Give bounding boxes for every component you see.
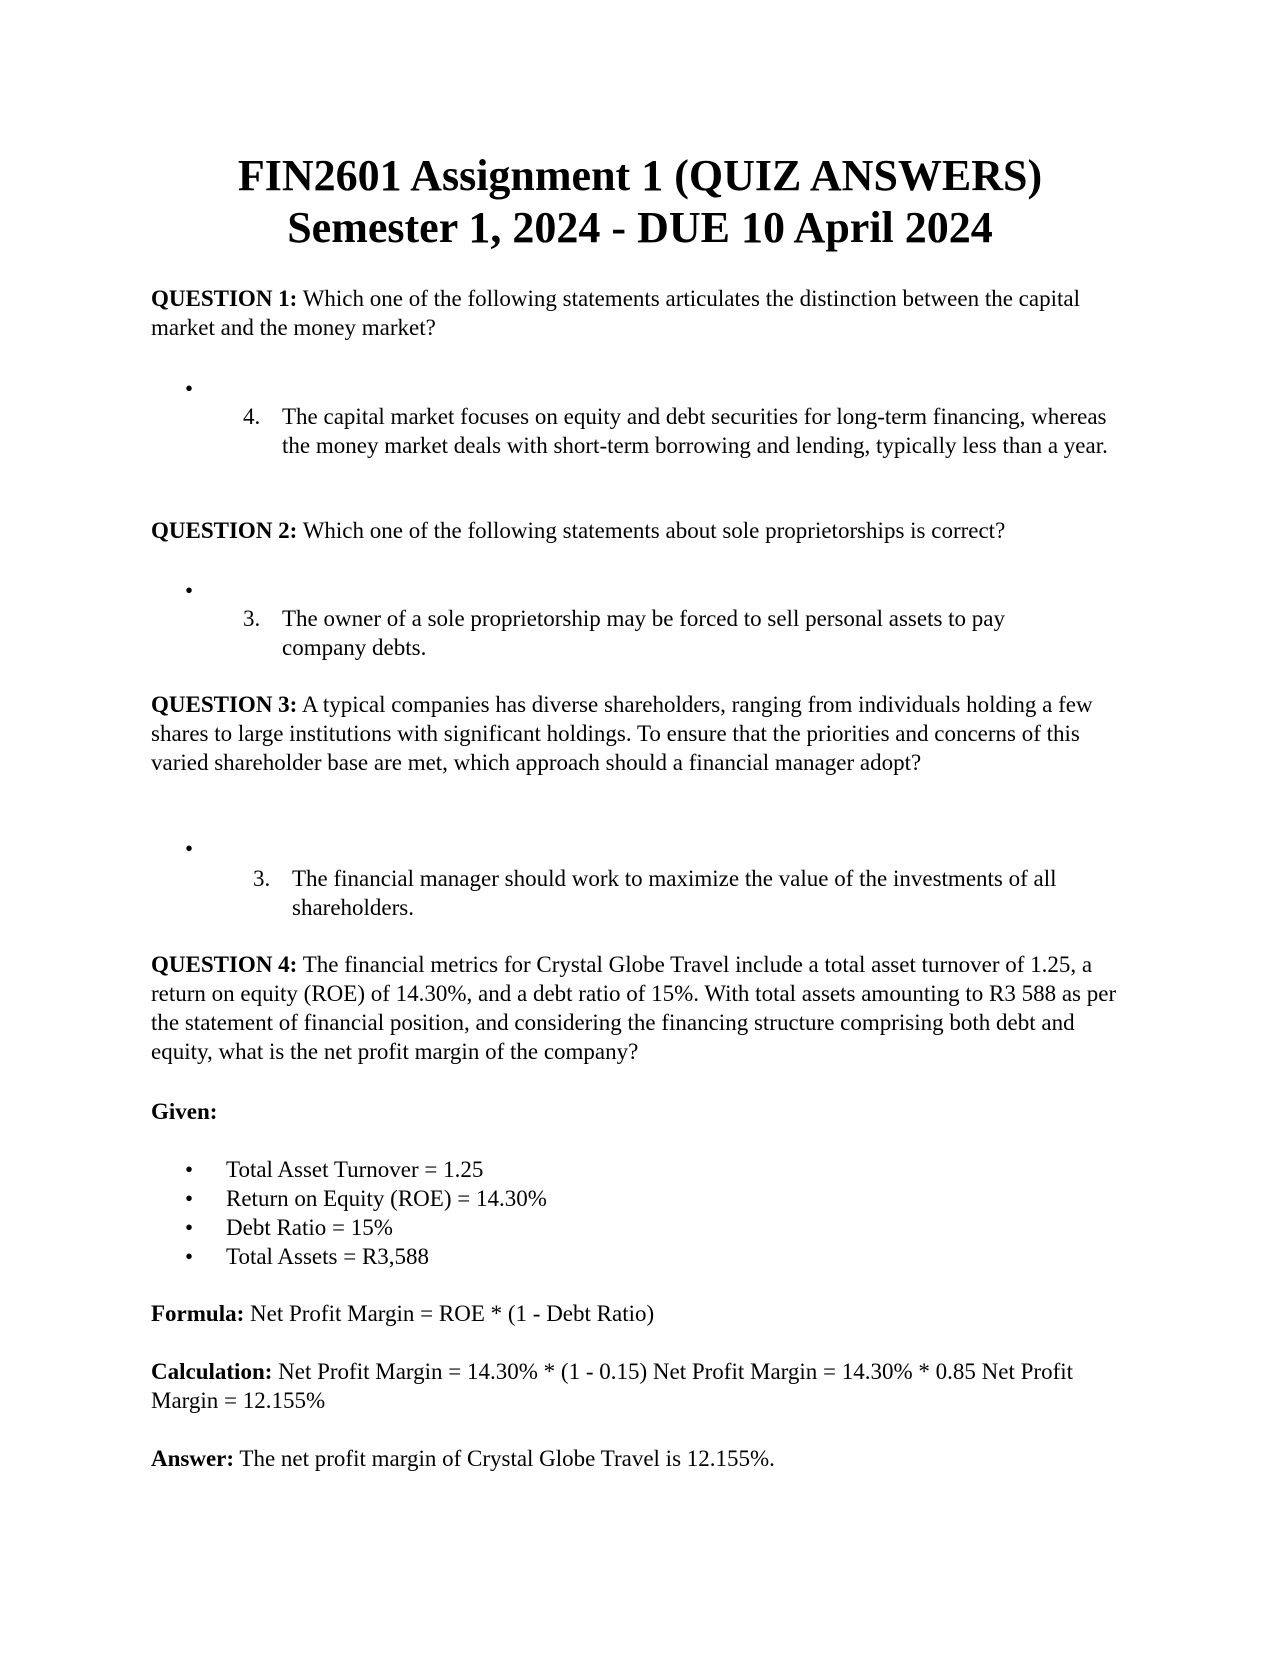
question-3 <box>151 690 1131 777</box>
question-4-text: The financial metrics for Crystal Globe Travel include a total asset turnover of 1.25, a return on equity (ROE) of 14.30%, and a debt ratio of 15%. With total assets amounting to R3 588 as per the statement of financial position, and considering the financing structure comprising both debt and equity, what is the net profit margin of the company? <box>151 952 1117 1064</box>
list-bullet: • <box>185 1157 194 1182</box>
answer-text: The net profit margin of Crystal Globe Travel is 12.155%. <box>239 1446 775 1471</box>
question-1-label: QUESTION 1: <box>151 286 298 311</box>
question-1-answer-number: 4. <box>243 404 261 429</box>
question-3-answer-text: The financial manager should work to maximize the value of the investments of all shareholders. <box>292 866 1057 920</box>
formula-text: Net Profit Margin = ROE * (1 - Debt Ratio) <box>250 1301 655 1326</box>
question-2-answer-number: 3. <box>243 606 261 631</box>
given-label: Given: <box>151 1099 218 1124</box>
question-1-answer-text: The capital market focuses on equity and debt securities for long-term financing, whereas the money market deals with short-term borrowing and lending, typically less than a year. <box>282 404 1108 458</box>
formula <box>151 1299 1131 1328</box>
given-heading <box>151 1097 1131 1126</box>
question-3-answer-number: 3. <box>253 866 271 891</box>
question-2-answer-text: The owner of a sole proprietorship may be forced to sell personal assets to pay company debts. <box>282 606 1006 660</box>
list-bullet: • <box>185 1186 194 1211</box>
question-2-text: Which one of the following statements about sole proprietorships is correct? <box>302 518 1006 543</box>
list-item-text: Return on Equity (ROE) = 14.30% <box>226 1186 547 1211</box>
question-2 <box>151 516 1131 545</box>
answer-label: Answer: <box>151 1446 235 1471</box>
question-4-label: QUESTION 4: <box>151 952 298 977</box>
calculation <box>151 1357 1131 1415</box>
question-3-bullet: • <box>185 836 194 861</box>
list-bullet: • <box>185 1244 194 1269</box>
calculation-text: Net Profit Margin = 14.30% * (1 - 0.15) Net Profit Margin = 14.30% * 0.85 Net Profit Margin = 12.155% <box>151 1359 1074 1413</box>
list-item-text: Debt Ratio = 15% <box>226 1215 393 1240</box>
title-line-1: FIN2601 Assignment 1 (QUIZ ANSWERS) <box>237 151 1043 200</box>
question-1-text: Which one of the following statements articulates the distinction between the capital market and the money market? <box>151 286 1080 340</box>
question-1-bullet: • <box>185 376 194 401</box>
question-1 <box>151 284 1131 342</box>
question-3-text: A typical companies has diverse shareholders, ranging from individuals holding a few shares to large institutions with significant holdings. To ensure that the priorities and concerns of this varied shareholder base are met, which approach should a financial manager adopt? <box>151 692 1093 775</box>
answer <box>151 1444 1131 1473</box>
list-item-text: Total Assets = R3,588 <box>226 1244 430 1269</box>
question-2-label: QUESTION 2: <box>151 518 298 543</box>
document-title <box>0 150 1280 254</box>
list-bullet: • <box>185 1215 194 1240</box>
question-3-label: QUESTION 3: <box>151 692 298 717</box>
calculation-label: Calculation: <box>151 1359 273 1384</box>
title-line-2: Semester 1, 2024 - DUE 10 April 2024 <box>287 203 993 252</box>
list-item-text: Total Asset Turnover = 1.25 <box>226 1157 484 1182</box>
question-2-bullet: • <box>185 578 194 603</box>
question-4 <box>151 950 1131 1066</box>
formula-label: Formula: <box>151 1301 245 1326</box>
